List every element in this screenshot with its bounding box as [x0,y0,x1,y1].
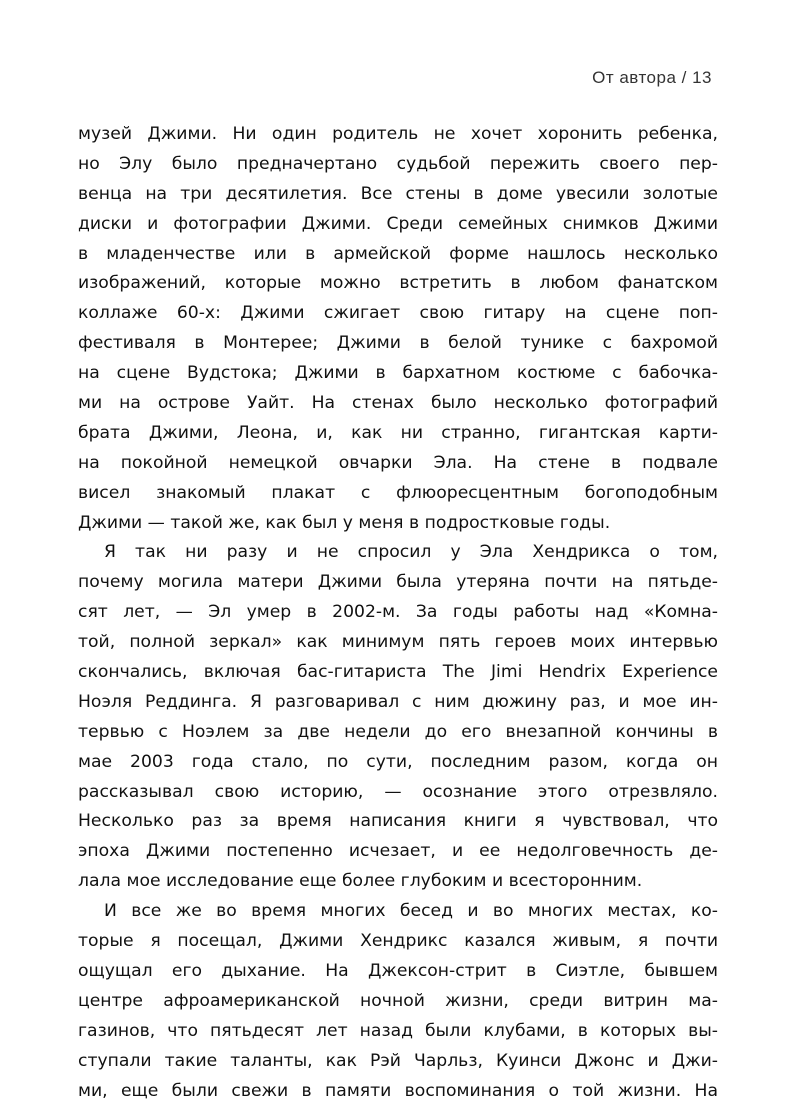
text-line: тервью с Ноэлем за две недели до его внезапной кончины в [78,718,718,748]
text-line: на сцене Вудстока; Джими в бархатном костюме с бабочка- [78,359,718,389]
text-line: венца на три десятилетия. Все стены в доме увесили золотые [78,180,718,210]
text-line: эпоха Джими постепенно исчезает, и ее недолговечность де- [78,837,718,867]
text-line: И все же во время многих бесед и во многих местах, ко- [78,897,718,927]
text-line: музей Джими. Ни один родитель не хочет хоронить ребенка, [78,120,718,150]
text-line: диски и фотографии Джими. Среди семейных снимков Джими [78,210,718,240]
paragraph-2 [78,538,718,897]
paragraph-3 [78,897,718,1106]
text-line: ощущал его дыхание. На Джексон-стрит в Сиэтле, бывшем [78,957,718,987]
body-text [78,120,718,1106]
text-line: газинов, что пятьдесят лет назад были клубами, в которых вы- [78,1017,718,1047]
text-line: в младенчестве или в армейской форме нашлось несколько [78,240,718,270]
text-line: скончались, включая бас-гитариста The Jimi Hendrix Experience [78,658,718,688]
text-line: той, полной зеркал» как минимум пять героев моих интервью [78,628,718,658]
text-line: торые я посещал, Джими Хендрикс казался живым, я почти [78,927,718,957]
text-line: брата Джими, Леона, и, как ни странно, гигантская карти- [78,419,718,449]
text-line: ми, еще были свежи в памяти воспоминания о той жизни. На [78,1077,718,1106]
text-line: центре афроамериканской ночной жизни, среди витрин ма- [78,987,718,1017]
text-line: но Элу было предначертано судьбой пережить своего пер- [78,150,718,180]
text-line: мае 2003 года стало, по сути, последним разом, когда он [78,748,718,778]
text-line: сят лет, — Эл умер в 2002-м. За годы работы над «Комна- [78,598,718,628]
text-line: рассказывал свою историю, — осознание этого отрезвляло. [78,778,718,808]
text-line: коллаже 60-х: Джими сжигает свою гитару на сцене поп- [78,299,718,329]
running-head: От автора / 13 [592,68,712,88]
text-line: Я так ни разу и не спросил у Эла Хендрикса о том, [78,538,718,568]
text-line: Ноэля Реддинга. Я разговаривал с ним дюжину раз, и мое ин- [78,688,718,718]
text-line: на покойной немецкой овчарки Эла. На стене в подвале [78,449,718,479]
paragraph-1 [78,120,718,538]
text-line: почему могила матери Джими была утеряна почти на пятьде- [78,568,718,598]
text-line: ступали такие таланты, как Рэй Чарльз, Куинси Джонс и Джи- [78,1047,718,1077]
text-line: лала мое исследование еще более глубоким и всесторонним. [78,867,718,897]
text-line: фестиваля в Монтерее; Джими в белой тунике с бахромой [78,329,718,359]
text-line: изображений, которые можно встретить в любом фанатском [78,269,718,299]
text-line: висел знакомый плакат с флюоресцентным богоподобным [78,479,718,509]
text-line: ми на острове Уайт. На стенах было несколько фотографий [78,389,718,419]
text-line: Джими — такой же, как был у меня в подростковые годы. [78,509,718,539]
text-line: Несколько раз за время написания книги я чувствовал, что [78,807,718,837]
